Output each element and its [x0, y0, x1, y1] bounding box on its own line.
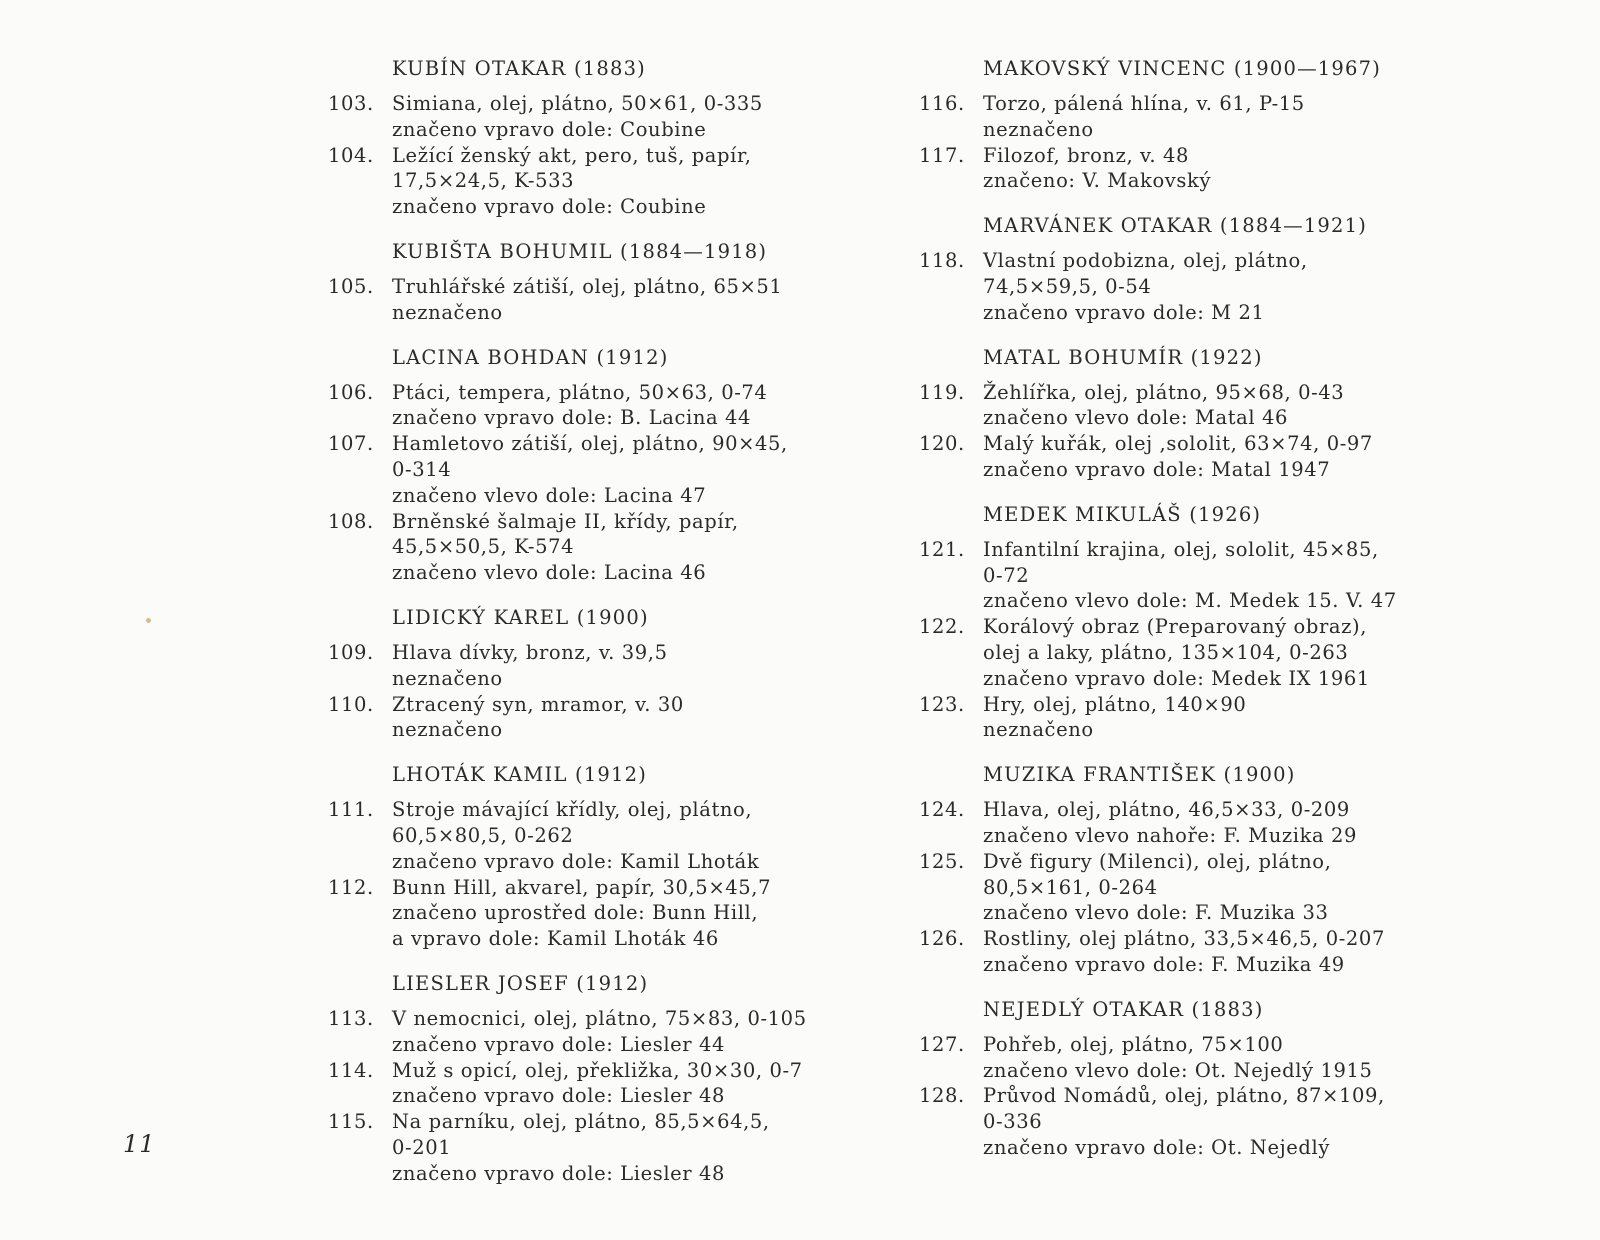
catalog-entry: [328, 797, 868, 874]
entry-number: 127.: [919, 1032, 965, 1056]
artist-heading: MATAL BOHUMÍR (1922): [983, 345, 1263, 369]
catalog-entry: [328, 91, 868, 143]
entry-number: 104.: [328, 143, 374, 167]
entry-line: značeno vlevo dole: Lacina 46: [392, 561, 707, 585]
catalog-entry: [328, 431, 868, 508]
entry-description: [392, 1058, 868, 1110]
catalog-entry: [919, 380, 1459, 432]
entry-line: značeno vlevo dole: Ot. Nejedlý 1915: [983, 1058, 1373, 1082]
entry-line: 0-72: [983, 563, 1030, 587]
entry-description: [983, 431, 1459, 483]
artist-section: [328, 762, 868, 952]
artist-heading: MARVÁNEK OTAKAR (1884—1921): [983, 214, 1368, 238]
entry-line: Infantilní krajina, olej, sololit, 45×85,: [983, 537, 1379, 561]
entry-line: neznačeno: [392, 666, 503, 690]
entry-line: značeno uprostřed dole: Bunn Hill,: [392, 901, 759, 925]
entry-line: Hlava, olej, plátno, 46,5×33, 0-209: [983, 798, 1350, 822]
entry-description: [392, 692, 868, 744]
entry-line: Žehlířka, olej, plátno, 95×68, 0-43: [983, 380, 1345, 404]
entry-number: 121.: [919, 537, 965, 561]
catalog-entry: [328, 509, 868, 586]
catalog-entry: [919, 614, 1459, 691]
entry-number: 108.: [328, 509, 374, 533]
entry-description: [983, 692, 1459, 744]
entry-line: značeno vpravo dole: M 21: [983, 300, 1265, 324]
entry-description: [983, 380, 1459, 432]
entry-line: značeno vlevo dole: M. Medek 15. V. 47: [983, 589, 1397, 613]
artist-heading: KUBIŠTA BOHUMIL (1884—1918): [392, 239, 768, 263]
entry-line: značeno vpravo dole: Ot. Nejedlý: [983, 1135, 1330, 1159]
entry-description: [392, 91, 868, 143]
entry-line: Dvě figury (Milenci), olej, plátno,: [983, 849, 1332, 873]
entry-number: 103.: [328, 92, 374, 115]
entry-line: značeno vpravo dole: F. Muzika 49: [983, 952, 1345, 976]
entry-line: značeno vpravo dole: Kamil Lhoták: [392, 849, 760, 873]
entry-number: 123.: [919, 692, 965, 716]
entry-number: 113.: [328, 1006, 374, 1030]
entry-line: neznačeno: [392, 718, 503, 742]
entry-line: 17,5×24,5, K-533: [392, 169, 575, 193]
entry-number: 128.: [919, 1084, 965, 1108]
entry-line: 60,5×80,5, 0-262: [392, 823, 574, 847]
artist-heading: LIDICKÝ KAREL (1900): [392, 605, 649, 629]
entry-number: 122.: [919, 615, 965, 639]
entry-description: [392, 875, 868, 952]
entry-description: [983, 1032, 1459, 1084]
entry-number: 118.: [919, 249, 965, 273]
entry-line: značeno vpravo dole: Liesler 48: [392, 1161, 726, 1185]
catalog-entry: [919, 431, 1459, 483]
artist-section: [919, 345, 1459, 483]
entry-line: Muž s opicí, olej, překližka, 30×30, 0-7: [392, 1058, 803, 1082]
entry-number: 117.: [919, 143, 965, 167]
catalog-entry: [919, 797, 1459, 849]
entry-number: 124.: [919, 798, 965, 822]
entry-line: Na parníku, olej, plátno, 85,5×64,5,: [392, 1110, 770, 1134]
paper-speck: [146, 618, 151, 623]
entry-line: 0-314: [392, 457, 452, 481]
entry-description: [983, 143, 1459, 195]
entry-line: 0-201: [392, 1135, 452, 1159]
entry-line: Hlava dívky, bronz, v. 39,5: [392, 640, 668, 664]
artist-heading: LIESLER JOSEF (1912): [392, 971, 649, 995]
entry-line: a vpravo dole: Kamil Lhoták 46: [392, 927, 719, 951]
artist-heading: LACINA BOHDAN (1912): [392, 345, 669, 369]
entry-line: Ležící ženský akt, pero, tuš, papír,: [392, 143, 752, 167]
catalog-entry: [328, 640, 868, 692]
catalog-entry: [328, 1058, 868, 1110]
entry-description: [392, 274, 868, 326]
entry-line: značeno vpravo dole: B. Lacina 44: [392, 406, 752, 430]
entry-number: 114.: [328, 1058, 374, 1082]
entry-description: [983, 614, 1459, 691]
entry-description: [392, 1109, 868, 1186]
artist-heading: KUBÍN OTAKAR (1883): [392, 57, 646, 80]
entry-description: [983, 91, 1459, 143]
entry-line: olej a laky, plátno, 135×104, 0-263: [983, 640, 1349, 664]
entry-line: značeno vpravo dole: Matal 1947: [983, 457, 1331, 481]
artist-section: [919, 762, 1459, 978]
catalog-entry: [919, 1032, 1459, 1084]
left-column: [328, 56, 868, 1206]
artist-section: [328, 345, 868, 586]
entry-line: značeno vlevo nahoře: F. Muzika 29: [983, 823, 1358, 847]
entry-description: [392, 431, 868, 508]
catalog-entry: [919, 91, 1459, 143]
entry-number: 110.: [328, 692, 374, 716]
right-column: [919, 56, 1459, 1180]
entry-number: 107.: [328, 432, 374, 456]
artist-section: [328, 56, 868, 220]
entry-line: Ztracený syn, mramor, v. 30: [392, 692, 684, 716]
entry-line: Korálový obraz (Preparovaný obraz),: [983, 615, 1368, 639]
artist-section: [328, 239, 868, 326]
entry-line: neznačeno: [392, 300, 503, 324]
entry-description: [392, 143, 868, 220]
catalog-entry: [328, 1109, 868, 1186]
entry-number: 105.: [328, 274, 374, 298]
catalog-entry: [919, 537, 1459, 614]
entry-line: značeno: V. Makovský: [983, 169, 1212, 193]
entry-description: [392, 1006, 868, 1058]
entry-number: 120.: [919, 432, 965, 456]
entry-line: značeno vpravo dole: Coubine: [392, 117, 707, 141]
catalog-entry: [919, 849, 1459, 926]
entry-line: značeno vpravo dole: Coubine: [392, 195, 707, 219]
catalog-entry: [328, 274, 868, 326]
catalog-entry: [328, 875, 868, 952]
entry-line: Vlastní podobizna, olej, plátno,: [983, 249, 1308, 273]
entry-line: Filozof, bronz, v. 48: [983, 143, 1189, 167]
artist-section: [919, 502, 1459, 743]
entry-number: 112.: [328, 875, 374, 899]
entry-line: Simiana, olej, plátno, 50×61, 0-335: [392, 92, 763, 115]
entry-line: Ptáci, tempera, plátno, 50×63, 0-74: [392, 380, 768, 404]
entry-number: 125.: [919, 849, 965, 873]
catalog-entry: [328, 692, 868, 744]
entry-line: značeno vpravo dole: Liesler 48: [392, 1084, 726, 1108]
entry-line: Bunn Hill, akvarel, papír, 30,5×45,7: [392, 875, 772, 899]
artist-section: [919, 56, 1459, 194]
artist-section: [919, 213, 1459, 325]
entry-line: 74,5×59,5, 0-54: [983, 274, 1152, 298]
entry-line: 45,5×50,5, K-574: [392, 535, 575, 559]
entry-description: [983, 1083, 1459, 1160]
catalog-entry: [328, 380, 868, 432]
entry-number: 119.: [919, 380, 965, 404]
entry-line: Truhlářské zátiší, olej, plátno, 65×51: [392, 274, 783, 298]
entry-line: Hamletovo zátiší, olej, plátno, 90×45,: [392, 432, 788, 456]
entry-line: značeno vlevo dole: F. Muzika 33: [983, 901, 1329, 925]
entry-number: 115.: [328, 1110, 374, 1134]
entry-number: 109.: [328, 640, 374, 664]
entry-line: značeno vlevo dole: Matal 46: [983, 406, 1289, 430]
entry-description: [983, 926, 1459, 978]
artist-heading: MUZIKA FRANTIŠEK (1900): [983, 763, 1296, 787]
catalog-entry: [919, 143, 1459, 195]
entry-number: 126.: [919, 927, 965, 951]
catalog-entry: [919, 1083, 1459, 1160]
entry-description: [983, 537, 1459, 614]
entry-line: neznačeno: [983, 718, 1094, 742]
catalog-entry: [919, 248, 1459, 325]
artist-heading: MAKOVSKÝ VINCENC (1900—1967): [983, 57, 1382, 80]
entry-line: Torzo, pálená hlína, v. 61, P-15: [983, 92, 1305, 115]
catalog-entry: [919, 926, 1459, 978]
entry-line: Brněnské šalmaje II, křídy, papír,: [392, 509, 739, 533]
artist-heading: MEDEK MIKULÁŠ (1926): [983, 502, 1262, 526]
entry-description: [983, 797, 1459, 849]
entry-description: [983, 849, 1459, 926]
artist-heading: NEJEDLÝ OTAKAR (1883): [983, 997, 1264, 1021]
entry-description: [392, 509, 868, 586]
entry-line: Malý kuřák, olej ,sololit, 63×74, 0-97: [983, 432, 1373, 456]
page-number: 11: [123, 1130, 156, 1158]
entry-description: [392, 640, 868, 692]
entry-line: Pohřeb, olej, plátno, 75×100: [983, 1032, 1284, 1056]
entry-line: Hry, olej, plátno, 140×90: [983, 692, 1247, 716]
catalog-entry: [328, 1006, 868, 1058]
artist-section: [919, 997, 1459, 1161]
entry-description: [392, 380, 868, 432]
artist-heading: LHOTÁK KAMIL (1912): [392, 763, 648, 787]
entry-number: 106.: [328, 380, 374, 404]
entry-line: V nemocnici, olej, plátno, 75×83, 0-105: [392, 1006, 807, 1030]
catalog-entry: [328, 143, 868, 220]
entry-number: 116.: [919, 92, 965, 115]
entry-line: značeno vpravo dole: Medek IX 1961: [983, 666, 1370, 690]
entry-number: 111.: [328, 798, 374, 822]
entry-line: neznačeno: [983, 117, 1094, 141]
artist-section: [328, 971, 868, 1187]
entry-line: Rostliny, olej plátno, 33,5×46,5, 0-207: [983, 927, 1385, 951]
entry-line: 80,5×161, 0-264: [983, 875, 1158, 899]
catalog-entry: [919, 692, 1459, 744]
entry-line: Průvod Nomádů, olej, plátno, 87×109,: [983, 1084, 1385, 1108]
entry-line: 0-336: [983, 1110, 1043, 1134]
artist-section: [328, 605, 868, 743]
entry-line: Stroje mávající křídly, olej, plátno,: [392, 798, 753, 822]
entry-description: [392, 797, 868, 874]
entry-description: [983, 248, 1459, 325]
entry-line: značeno vpravo dole: Liesler 44: [392, 1032, 726, 1056]
entry-line: značeno vlevo dole: Lacina 47: [392, 483, 707, 507]
